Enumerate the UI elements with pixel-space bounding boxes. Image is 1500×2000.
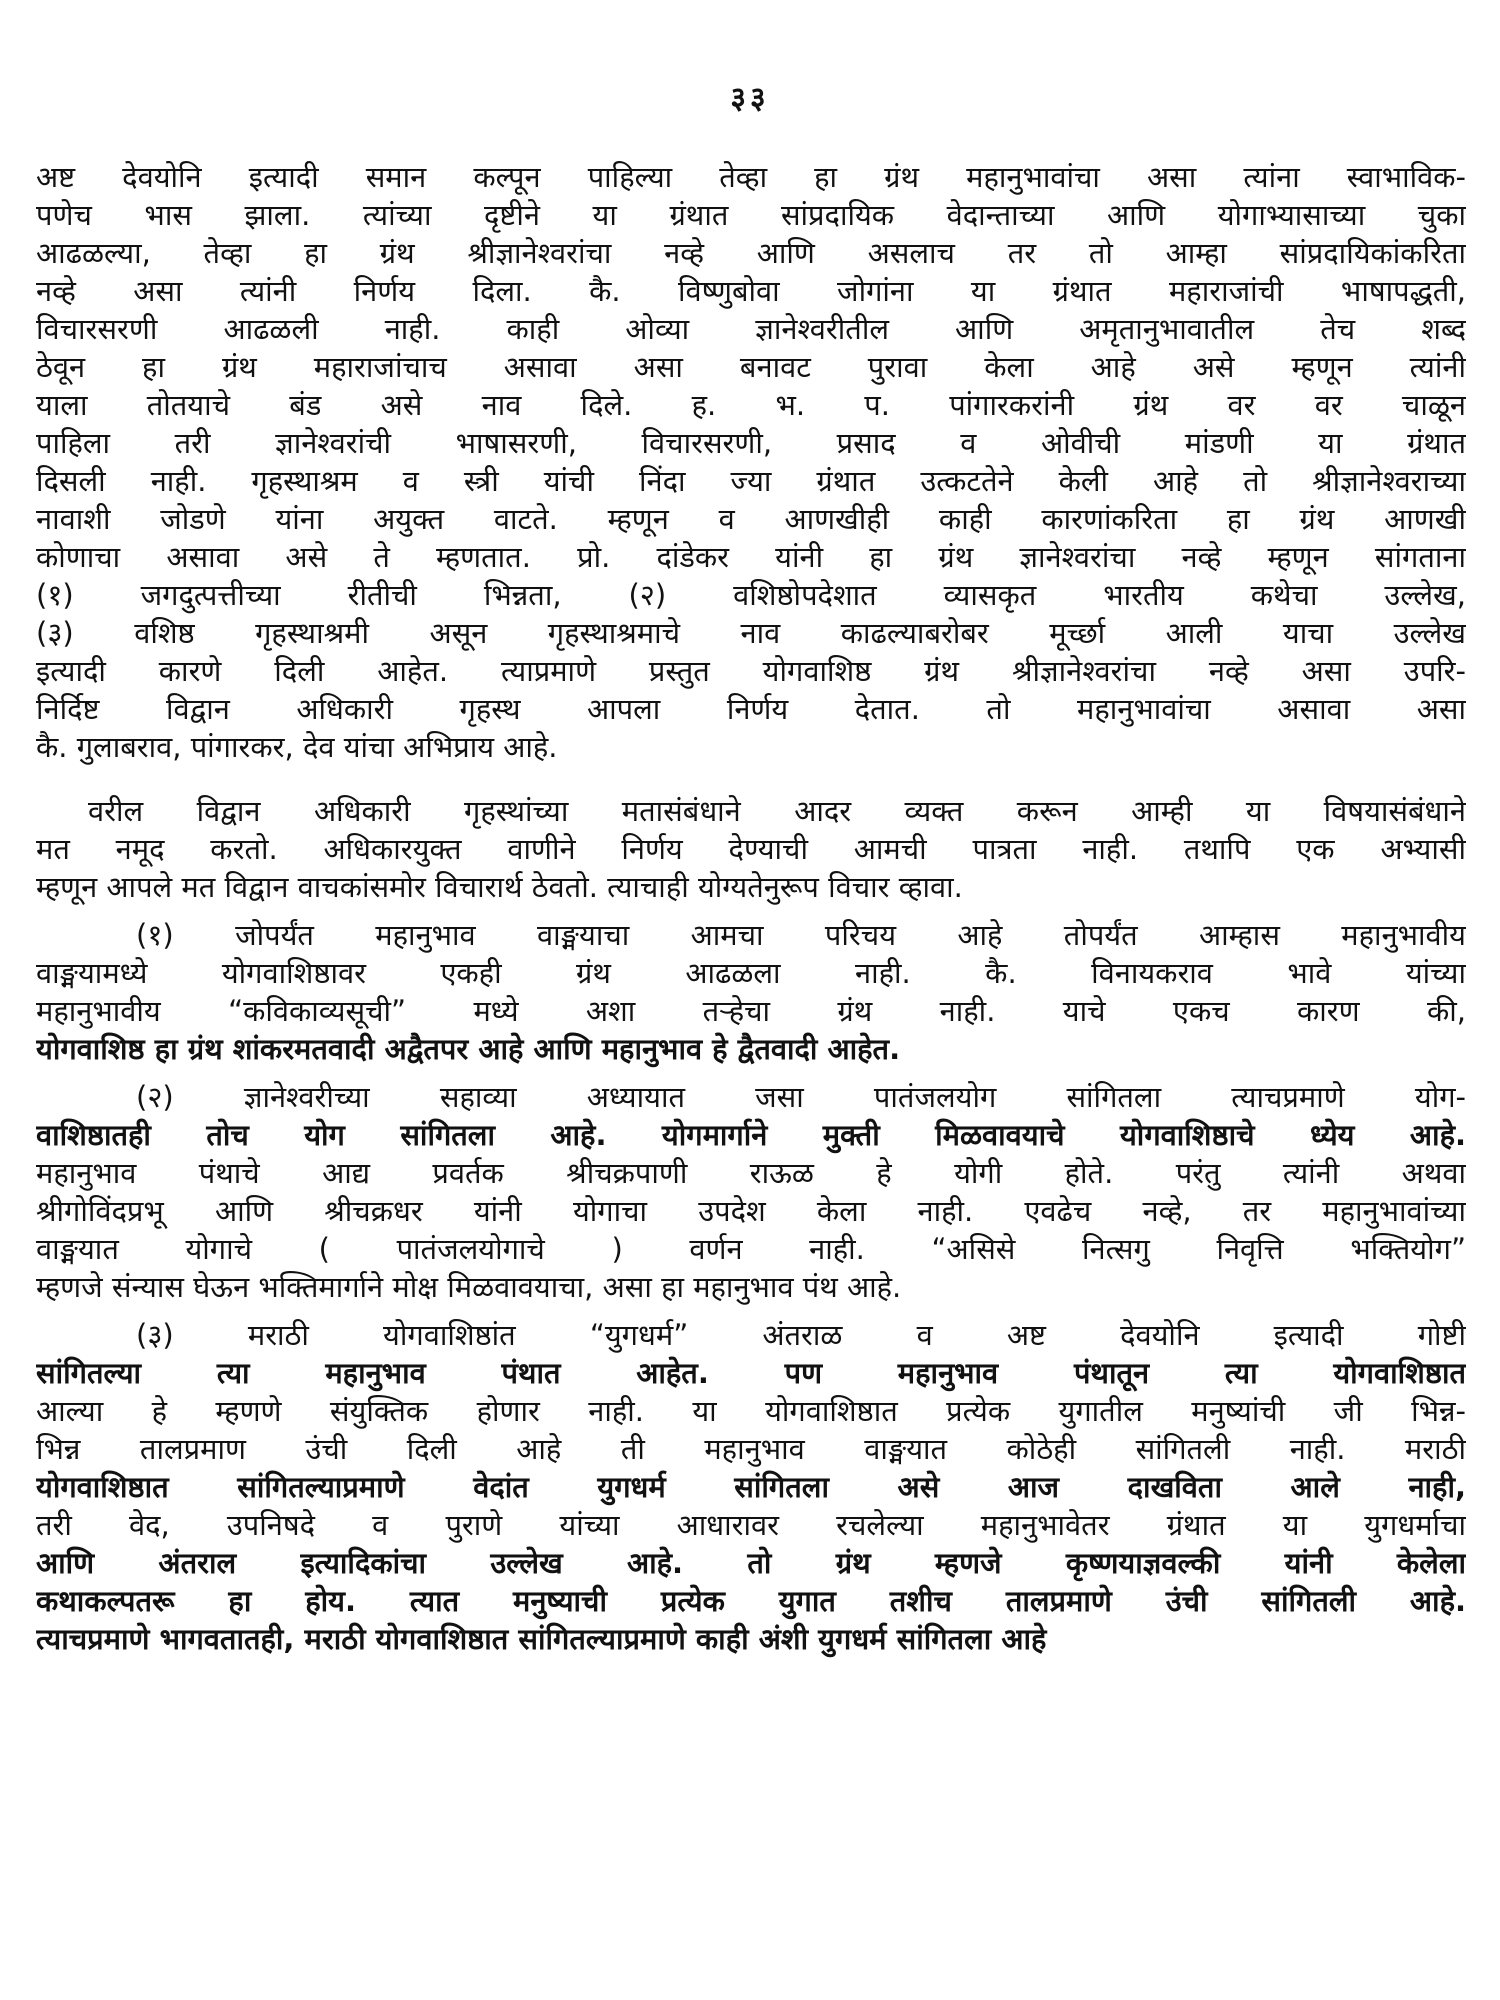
text-line: कै. गुलाबराव, पांगारकर, देव यांचा अभिप्राय आहे.: [36, 730, 558, 764]
paragraph-gap: [36, 1306, 1466, 1316]
text-line: निर्दिष्ट विद्वान अधिकारी गृहस्थ आपला निर्णय देतात. तो महानुभावांचा असावा असा: [36, 692, 1466, 726]
text-line: म्हणून आपले मत विद्वान वाचकांसमोर विचारार्थ ठेवतो. त्याचाही योग्यतेनुरूप विचार व्हावा.: [36, 870, 963, 904]
text-line: योगवाशिष्ठात सांगितल्याप्रमाणे वेदांत युगधर्म सांगितला असे आज दाखविता आले नाही,: [36, 1470, 1466, 1504]
text-line: ठेवून हा ग्रंथ महाराजांचाच असावा असा बनावट पुरावा केला आहे असे म्हणून त्यांनी: [36, 350, 1466, 384]
paragraph-gap: [36, 766, 1466, 792]
text-line: आल्या हे म्हणणे संयुक्तिक होणार नाही. या योगवाशिष्ठात प्रत्येक युगातील मनुष्यांची जी भिन्न-: [36, 1394, 1466, 1428]
text-line: श्रीगोविंदप्रभू आणि श्रीचक्रधर यांनी योगाचा उपदेश केला नाही. एवढेच नव्हे, तर महानुभावांच्या: [36, 1194, 1466, 1228]
paragraph-2: [36, 792, 1466, 906]
text-line: कथाकल्पतरू हा होय. त्यात मनुष्याची प्रत्येक युगात तशीच तालप्रमाणे उंची सांगितली आहे.: [36, 1584, 1466, 1618]
text-line: वाङ्मयामध्ये योगवाशिष्ठावर एकही ग्रंथ आढळला नाही. कै. विनायकराव भावे यांच्या: [36, 956, 1466, 990]
text-line: वरील विद्वान अधिकारी गृहस्थांच्या मतासंबंधाने आदर व्यक्त करून आम्ही या विषयासंबंधाने: [88, 794, 1466, 828]
text-line: महानुभाव पंथाचे आद्य प्रवर्तक श्रीचक्रपाणी राऊळ हे योगी होते. परंतु त्यांनी अथवा: [36, 1156, 1466, 1190]
text-line: (१) जगदुत्पत्तीच्या रीतीची भिन्नता, (२) वशिष्ठोपदेशात व्यासकृत भारतीय कथेचा उल्लेख,: [36, 578, 1466, 612]
text-line: पाहिला तरी ज्ञानेश्वरांची भाषासरणी, विचारसरणी, प्रसाद व ओवीची मांडणी या ग्रंथात: [36, 426, 1466, 460]
text-line: विचारसरणी आढळली नाही. काही ओव्या ज्ञानेश्वरीतील आणि अमृतानुभावातील तेच शब्द: [36, 312, 1466, 346]
text-line: वाङ्मयात योगाचे ( पातंजलयोगाचे ) वर्णन नाही. “असिसे नित्सगु निवृत्ति भक्तियोग”: [36, 1232, 1466, 1266]
text-line: भिन्न तालप्रमाण उंची दिली आहे ती महानुभाव वाङ्मयात कोठेही सांगितली नाही. मराठी: [36, 1432, 1466, 1466]
text-line: कोणाचा असावा असे ते म्हणतात. प्रो. दांडेकर यांनी हा ग्रंथ ज्ञानेश्वरांचा नव्हे म्हणून सांगताना: [36, 540, 1466, 574]
text-line: (१) जोपर्यंत महानुभाव वाङ्मयाचा आमचा परिचय आहे तोपर्यंत आम्हास महानुभावीय: [136, 918, 1466, 952]
text-line: नव्हे असा त्यांनी निर्णय दिला. कै. विष्णुबोवा जोगांना या ग्रंथात महाराजांची भाषापद्धती,: [36, 274, 1466, 308]
text-line: दिसली नाही. गृहस्थाश्रम व स्त्री यांची निंदा ज्या ग्रंथात उत्कटतेने केली आहे तो श्रीज्ञानेश्वराच्या: [36, 464, 1466, 498]
page-number: ३३: [730, 81, 770, 116]
text-line: म्हणजे संन्यास घेऊन भक्तिमार्गाने मोक्ष मिळवावयाचा, असा हा महानुभाव पंथ आहे.: [36, 1270, 902, 1304]
paragraph-3: [36, 916, 1466, 1068]
text-line: (३) वशिष्ठ गृहस्थाश्रमी असून गृहस्थाश्रमाचे नाव काढल्याबरोबर मूर्च्छा आली याचा उल्लेख: [36, 616, 1466, 650]
text-line: वाशिष्ठातही तोच योग सांगितला आहे. योगमार्गाने मुक्ती मिळवावयाचे योगवाशिष्ठाचे ध्येय आहे.: [36, 1118, 1466, 1152]
text-line: याला तोतयाचे बंड असे नाव दिले. ह. भ. प. पांगारकरांनी ग्रंथ वर वर चाळून: [36, 388, 1466, 422]
text-line: (२) ज्ञानेश्वरीच्या सहाव्या अध्यायात जसा पातंजलयोग सांगितला त्याचप्रमाणे योग-: [136, 1080, 1466, 1114]
body-text: [36, 158, 1466, 1658]
text-line: त्याचप्रमाणे भागवतातही, मराठी योगवाशिष्ठात सांगितल्याप्रमाणे काही अंशी युगधर्म सांगितला आहे: [36, 1622, 1047, 1656]
text-line: मत नमूद करतो. अधिकारयुक्त वाणीने निर्णय देण्याची आमची पात्रता नाही. तथापि एक अभ्यासी: [36, 832, 1466, 866]
text-line: आणि अंतराल इत्यादिकांचा उल्लेख आहे. तो ग्रंथ म्हणजे कृष्णयाज्ञवल्की यांनी केलेला: [36, 1546, 1466, 1580]
text-line: महानुभावीय “कविकाव्यसूची” मध्ये अशा तऱ्हेचा ग्रंथ नाही. याचे एकच कारण की,: [36, 994, 1466, 1028]
paragraph-gap: [36, 1068, 1466, 1078]
paragraph-4: [36, 1078, 1466, 1306]
paragraph-1: [36, 158, 1466, 766]
text-line: (३) मराठी योगवाशिष्ठांत “युगधर्म” अंतराळ व अष्ट देवयोनि इत्यादी गोष्टी: [136, 1318, 1466, 1352]
text-line: सांगितल्या त्या महानुभाव पंथात आहेत. पण महानुभाव पंथातून त्या योगवाशिष्ठात: [36, 1356, 1466, 1390]
text-line: पणेच भास झाला. त्यांच्या दृष्टीने या ग्रंथात सांप्रदायिक वेदान्ताच्या आणि योगाभ्यासाच्या चुका: [36, 198, 1466, 232]
paragraph-5: [36, 1316, 1466, 1658]
text-line: इत्यादी कारणे दिली आहेत. त्याप्रमाणे प्रस्तुत योगवाशिष्ठ ग्रंथ श्रीज्ञानेश्वरांचा नव्हे असा उपरि-: [36, 654, 1466, 688]
text-line: योगवाशिष्ठ हा ग्रंथ शांकरमतवादी अद्वैतपर आहे आणि महानुभाव हे द्वैतवादी आहेत.: [36, 1032, 901, 1066]
paragraph-gap: [36, 906, 1466, 916]
text-line: तरी वेद, उपनिषदे व पुराणे यांच्या आधारावर रचलेल्या महानुभावेतर ग्रंथात या युगधर्माचा: [36, 1508, 1466, 1542]
text-line: आढळल्या, तेव्हा हा ग्रंथ श्रीज्ञानेश्वरांचा नव्हे आणि असलाच तर तो आम्हा सांप्रदायिकांकरिता: [36, 236, 1466, 270]
text-line: नावाशी जोडणे यांना अयुक्त वाटते. म्हणून व आणखीही काही कारणांकरिता हा ग्रंथ आणखी: [36, 502, 1466, 536]
text-line: अष्ट देवयोनि इत्यादी समान कल्पून पाहिल्या तेव्हा हा ग्रंथ महानुभावांचा असा त्यांना स्वाभाविक-: [36, 160, 1466, 194]
